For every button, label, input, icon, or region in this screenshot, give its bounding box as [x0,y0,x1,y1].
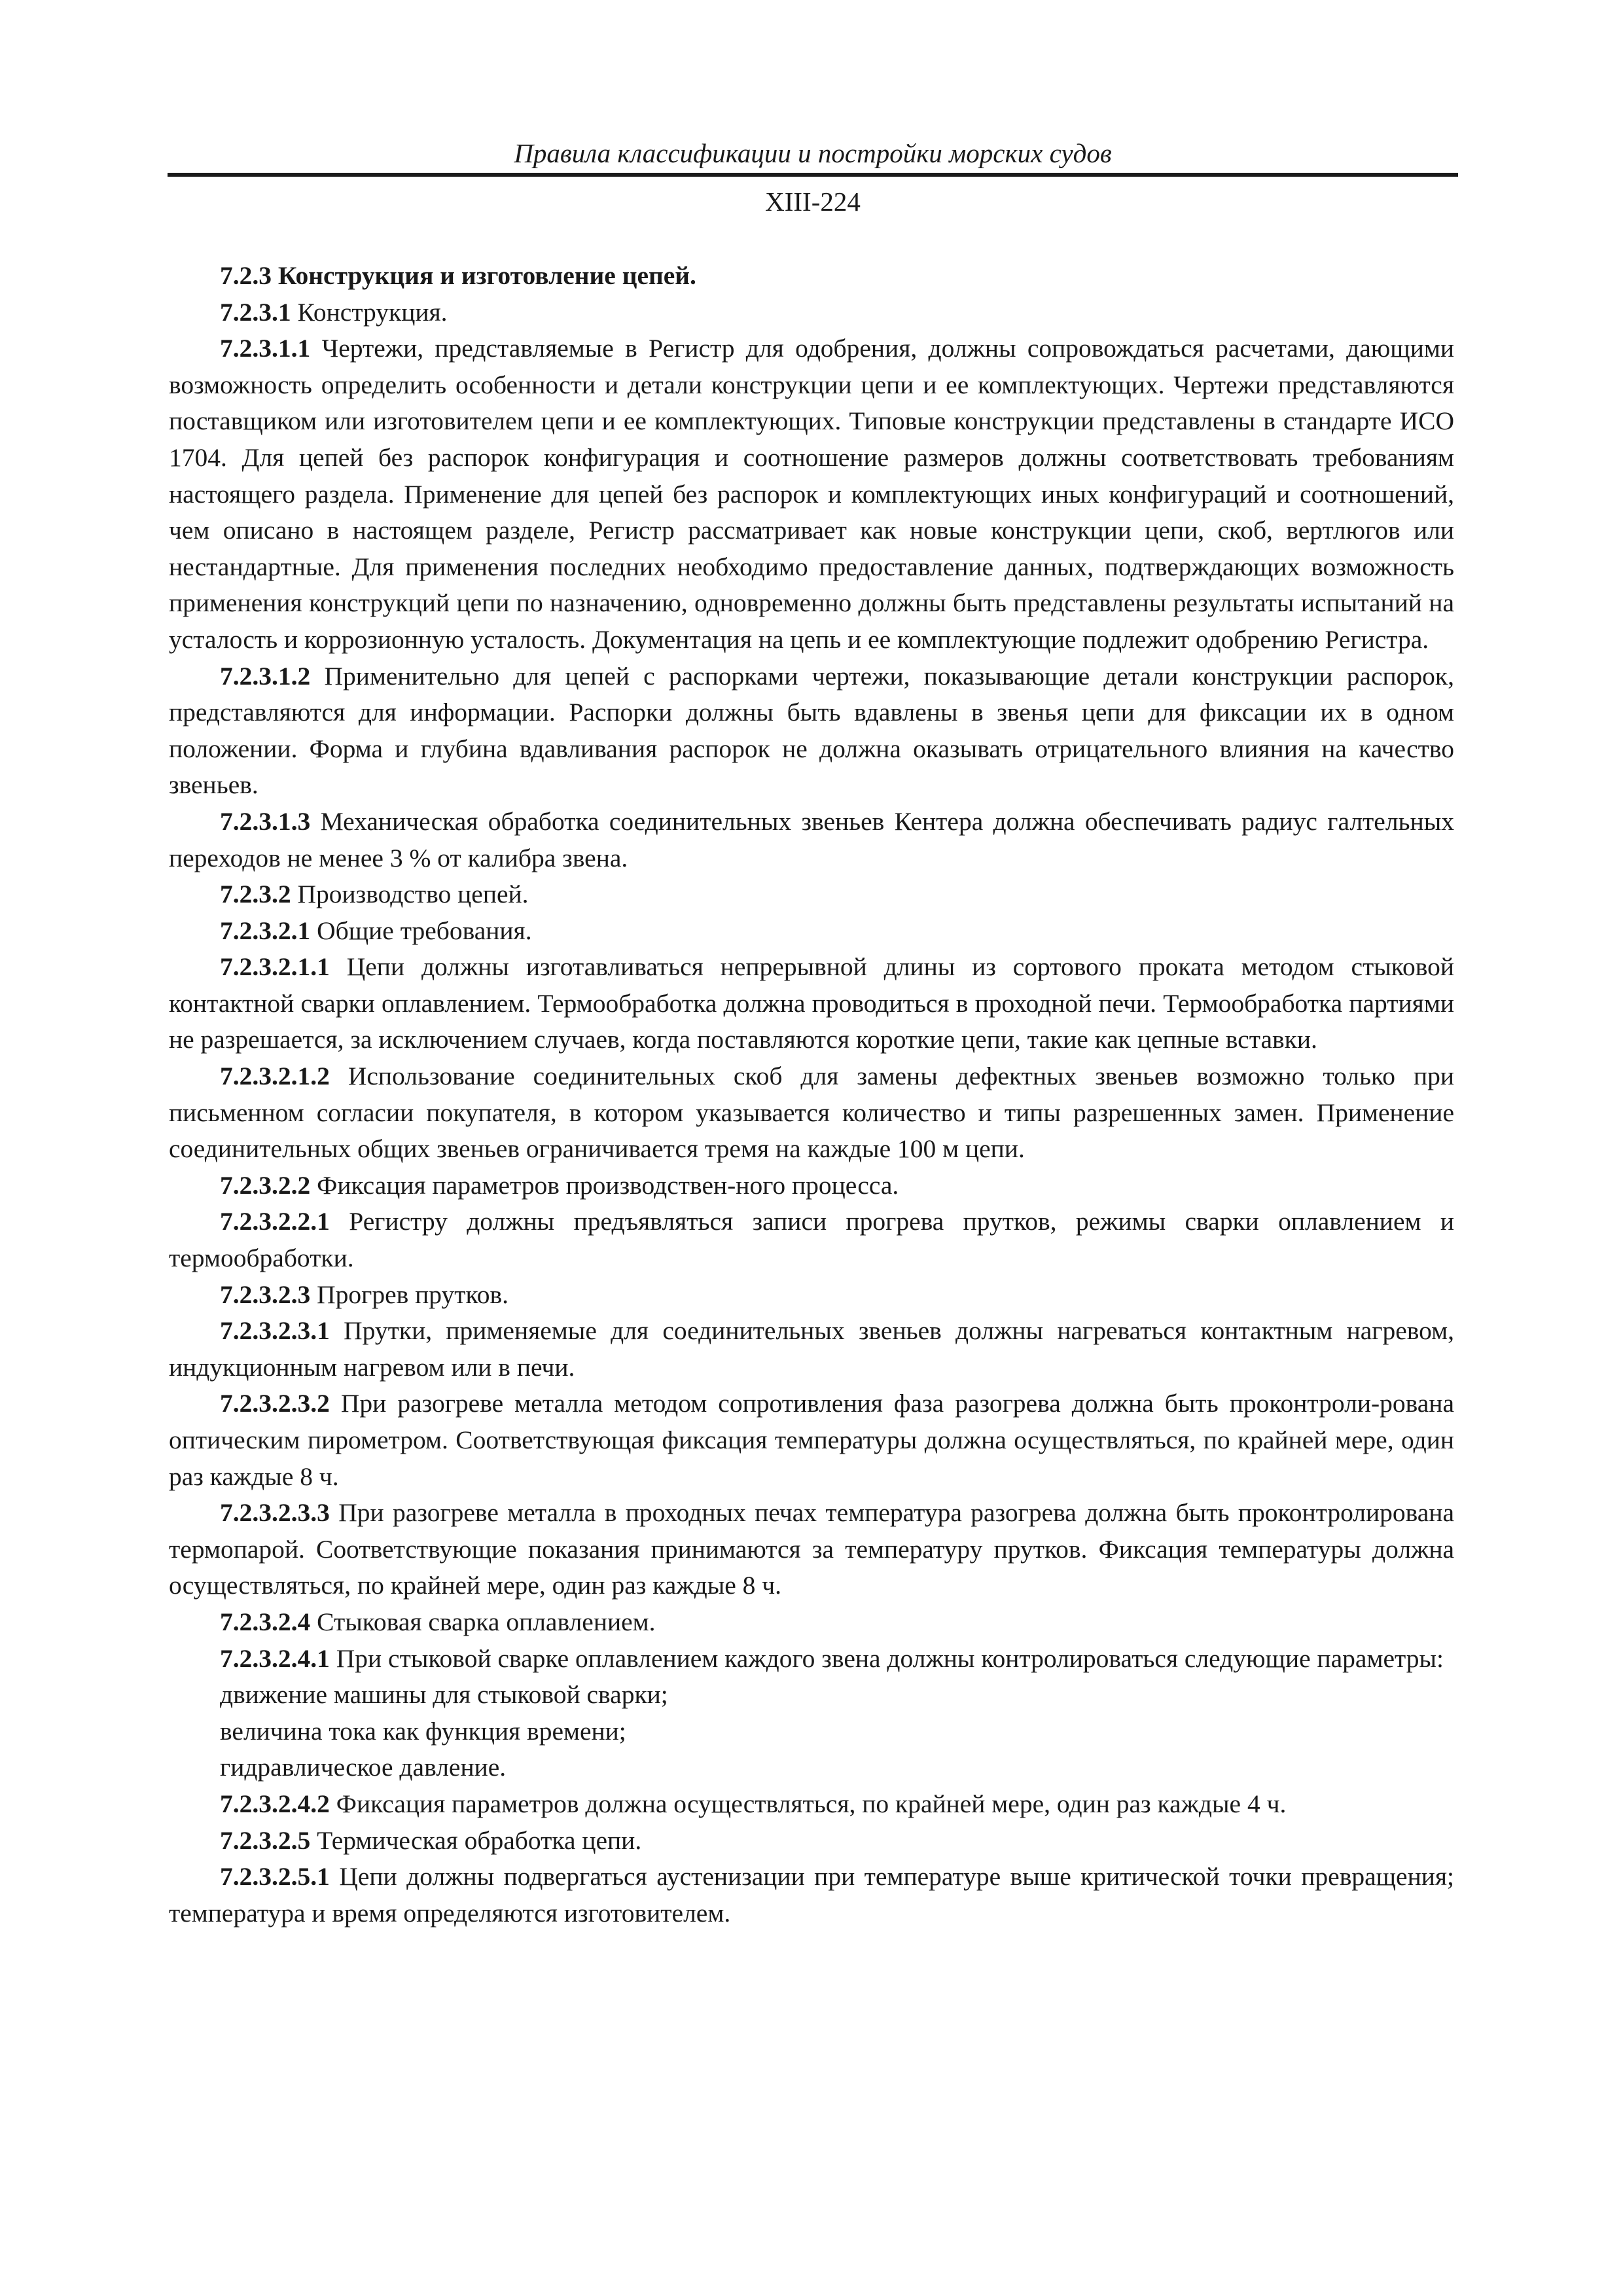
clause-7-2-3-2-4-1 [169,1641,1454,1677]
clause-text: Чертежи, представляемые в Регистр для одобрения, должны сопровождаться расчетами, дающими возможность определить особенности и детали конструкции цепи и ее комплектующих. Чертежи представляются поставщиком или изготовителем цепи и ее комплектующих. Типовые конструкции представлены в стандарте ИСО 1704. Для цепей без распорок конфигурация и соотношение размеров должны соответствовать требованиям настоящего раздела. Применение для цепей без распорок и комплектующих иных конфигураций и соотношений, чем описано в настоящем разделе, Регистр рассматривает как новые конструкции цепи, скоб, вертлюгов или нестандартные. Для применения последних необходимо предоставление данных, подтверждающих возможность применения конструкций цепи по назначению, одновременно должны быть представлены результаты испытаний на усталость и коррозионную усталость. Документация на цепь и ее комплектующие подлежит одобрению Регистра. [169,334,1454,654]
running-title: Правила классификации и постройки морских судов [514,138,1112,168]
clause-text: Производство цепей. [291,880,529,909]
clause-number: 7.2.3.2.4.1 [220,1643,330,1673]
clause-7-2-3-2-5-1 [169,1859,1454,1931]
clause-text: Термическая обработка цепи. [310,1825,642,1855]
clause-text: Конструкция. [291,297,448,327]
clause-number: 7.2.3.2.1.1 [220,952,330,982]
clause-number: 7.2.3.2.1 [220,916,311,945]
clause-number: 7.2.3.2.4.2 [220,1789,330,1818]
clause-7-2-3-2-4 [169,1604,1454,1641]
clause-number: 7.2.3.2.3 [220,1280,311,1309]
clause-7-2-3-2-3-1 [169,1313,1454,1386]
header-rule [168,173,1458,177]
clause-7-2-3-2-2 [169,1168,1454,1204]
clause-7-2-3-2-1-2 [169,1058,1454,1168]
clause-7-2-3-1 [169,295,1454,331]
clause-7-2-3-2 [169,876,1454,913]
clause-text: Прогрев прутков. [310,1280,508,1309]
list-item: движение машины для стыковой сварки; [220,1680,668,1710]
clause-number: 7.2.3.2.5 [220,1825,311,1855]
clause-text: Стыковая сварка оплавлением. [310,1607,656,1636]
clause-text: При разогреве металла в проходных печах температура разогрева должна быть проконтролирована термопарой. Соответствующие показания принимаются за температуру прутков. Фиксация температуры должна осуществляться, по крайней мере, один раз каждые 8 ч. [169,1498,1454,1600]
clause-text: Конструкция и изготовление цепей. [272,261,696,290]
clause-7-2-3-1-3 [169,804,1454,876]
clause-number: 7.2.3.2.2 [220,1170,311,1200]
clause-7-2-3-2-1-1 [169,949,1454,1058]
clause-7-2-3-2-5 [169,1823,1454,1859]
section-heading-7-2-3 [169,258,1454,295]
clause-7-2-3-2-3 [169,1277,1454,1314]
list-item: величина тока как функция времени; [220,1716,626,1746]
clause-7-2-3-2-3-3 [169,1495,1454,1604]
clause-7-2-3-2-4-2 [169,1786,1454,1823]
clause-7-2-3-1-1 [169,331,1454,658]
clause-number: 7.2.3.2.3.1 [220,1316,330,1346]
clause-text: Прутки, применяемые для соединительных звеньев должны нагреваться контактным нагревом, индукционным нагревом или в печи. [169,1316,1454,1382]
clause-number: 7.2.3.2 [220,880,291,909]
clause-text: При разогреве металла методом сопротивления фаза разогрева должна быть проконтроли-рована оптическим пирометром. Соответствующая фиксация температуры должна осуществляться, по крайней мере, один раз каждые 8 ч. [169,1389,1454,1491]
clause-7-2-3-2-3-2 [169,1386,1454,1495]
clause-text: При стыковой сварке оплавлением каждого звена должны контролироваться следующие параметры: [329,1643,1444,1673]
clause-text: Цепи должны подвергаться аустенизации при температуре выше критической точки превращения; температура и время определяются изготовителем. [169,1862,1454,1928]
clause-7-2-3-2-2-1 [169,1204,1454,1276]
clause-number: 7.2.3.1.3 [220,806,311,836]
clause-number: 7.2.3.1 [220,297,291,327]
clause-text: Механическая обработка соединительных звеньев Кентера должна обеспечивать радиус галтельных переходов не менее 3 % от калибра звена. [169,806,1454,872]
clause-number: 7.2.3.2.1.2 [220,1062,330,1091]
clause-text: Цепи должны изготавливаться непрерывной длины из сортового проката методом стыковой контактной сварки оплавлением. Термообработка должна проводиться в проходной печи. Термообработка партиями не разрешается, за исключением случаев, когда поставляются короткие цепи, такие как цепные вставки. [169,952,1454,1054]
clause-number: 7.2.3 [220,261,272,290]
clause-number: 7.2.3.2.3.3 [220,1498,330,1528]
clause-text: Фиксация параметров должна осуществляться, по крайней мере, один раз каждые 4 ч. [329,1789,1287,1818]
clause-number: 7.2.3.2.4 [220,1607,311,1636]
clause-7-2-3-2-1 [169,913,1454,950]
clause-text: Использование соединительных скоб для замены дефектных звеньев возможно только при письменном согласии покупателя, в котором указывается количество и типы разрешенных замен. Применение соединительных общих звеньев ограничивается тремя на каждые 100 м цепи. [169,1062,1454,1164]
clause-text: Регистру должны предъявляться записи прогрева прутков, режимы сварки оплавлением и термообработки. [169,1207,1454,1273]
clause-number: 7.2.3.1.2 [220,661,311,691]
page-number: XIII-224 [765,187,861,217]
clause-text: Общие требования. [310,916,532,945]
body-text [169,258,1454,1931]
clause-number: 7.2.3.2.3.2 [220,1389,330,1418]
clause-number: 7.2.3.1.1 [220,334,311,363]
list-item: гидравлическое давление. [220,1753,507,1782]
clause-number: 7.2.3.2.5.1 [220,1862,330,1892]
clause-text: Применительно для цепей с распорками чертежи, показывающие детали конструкции распорок, представляются для информации. Распорки должны быть вдавлены в звенья цепи для фиксации их в одном положении. Форма и глубина вдавливания распорок не должна оказывать отрицательного влияния на качество звеньев. [169,661,1454,800]
clause-text: Фиксация параметров производствен-ного процесса. [310,1170,899,1200]
clause-7-2-3-1-2 [169,658,1454,804]
clause-number: 7.2.3.2.2.1 [220,1207,330,1236]
